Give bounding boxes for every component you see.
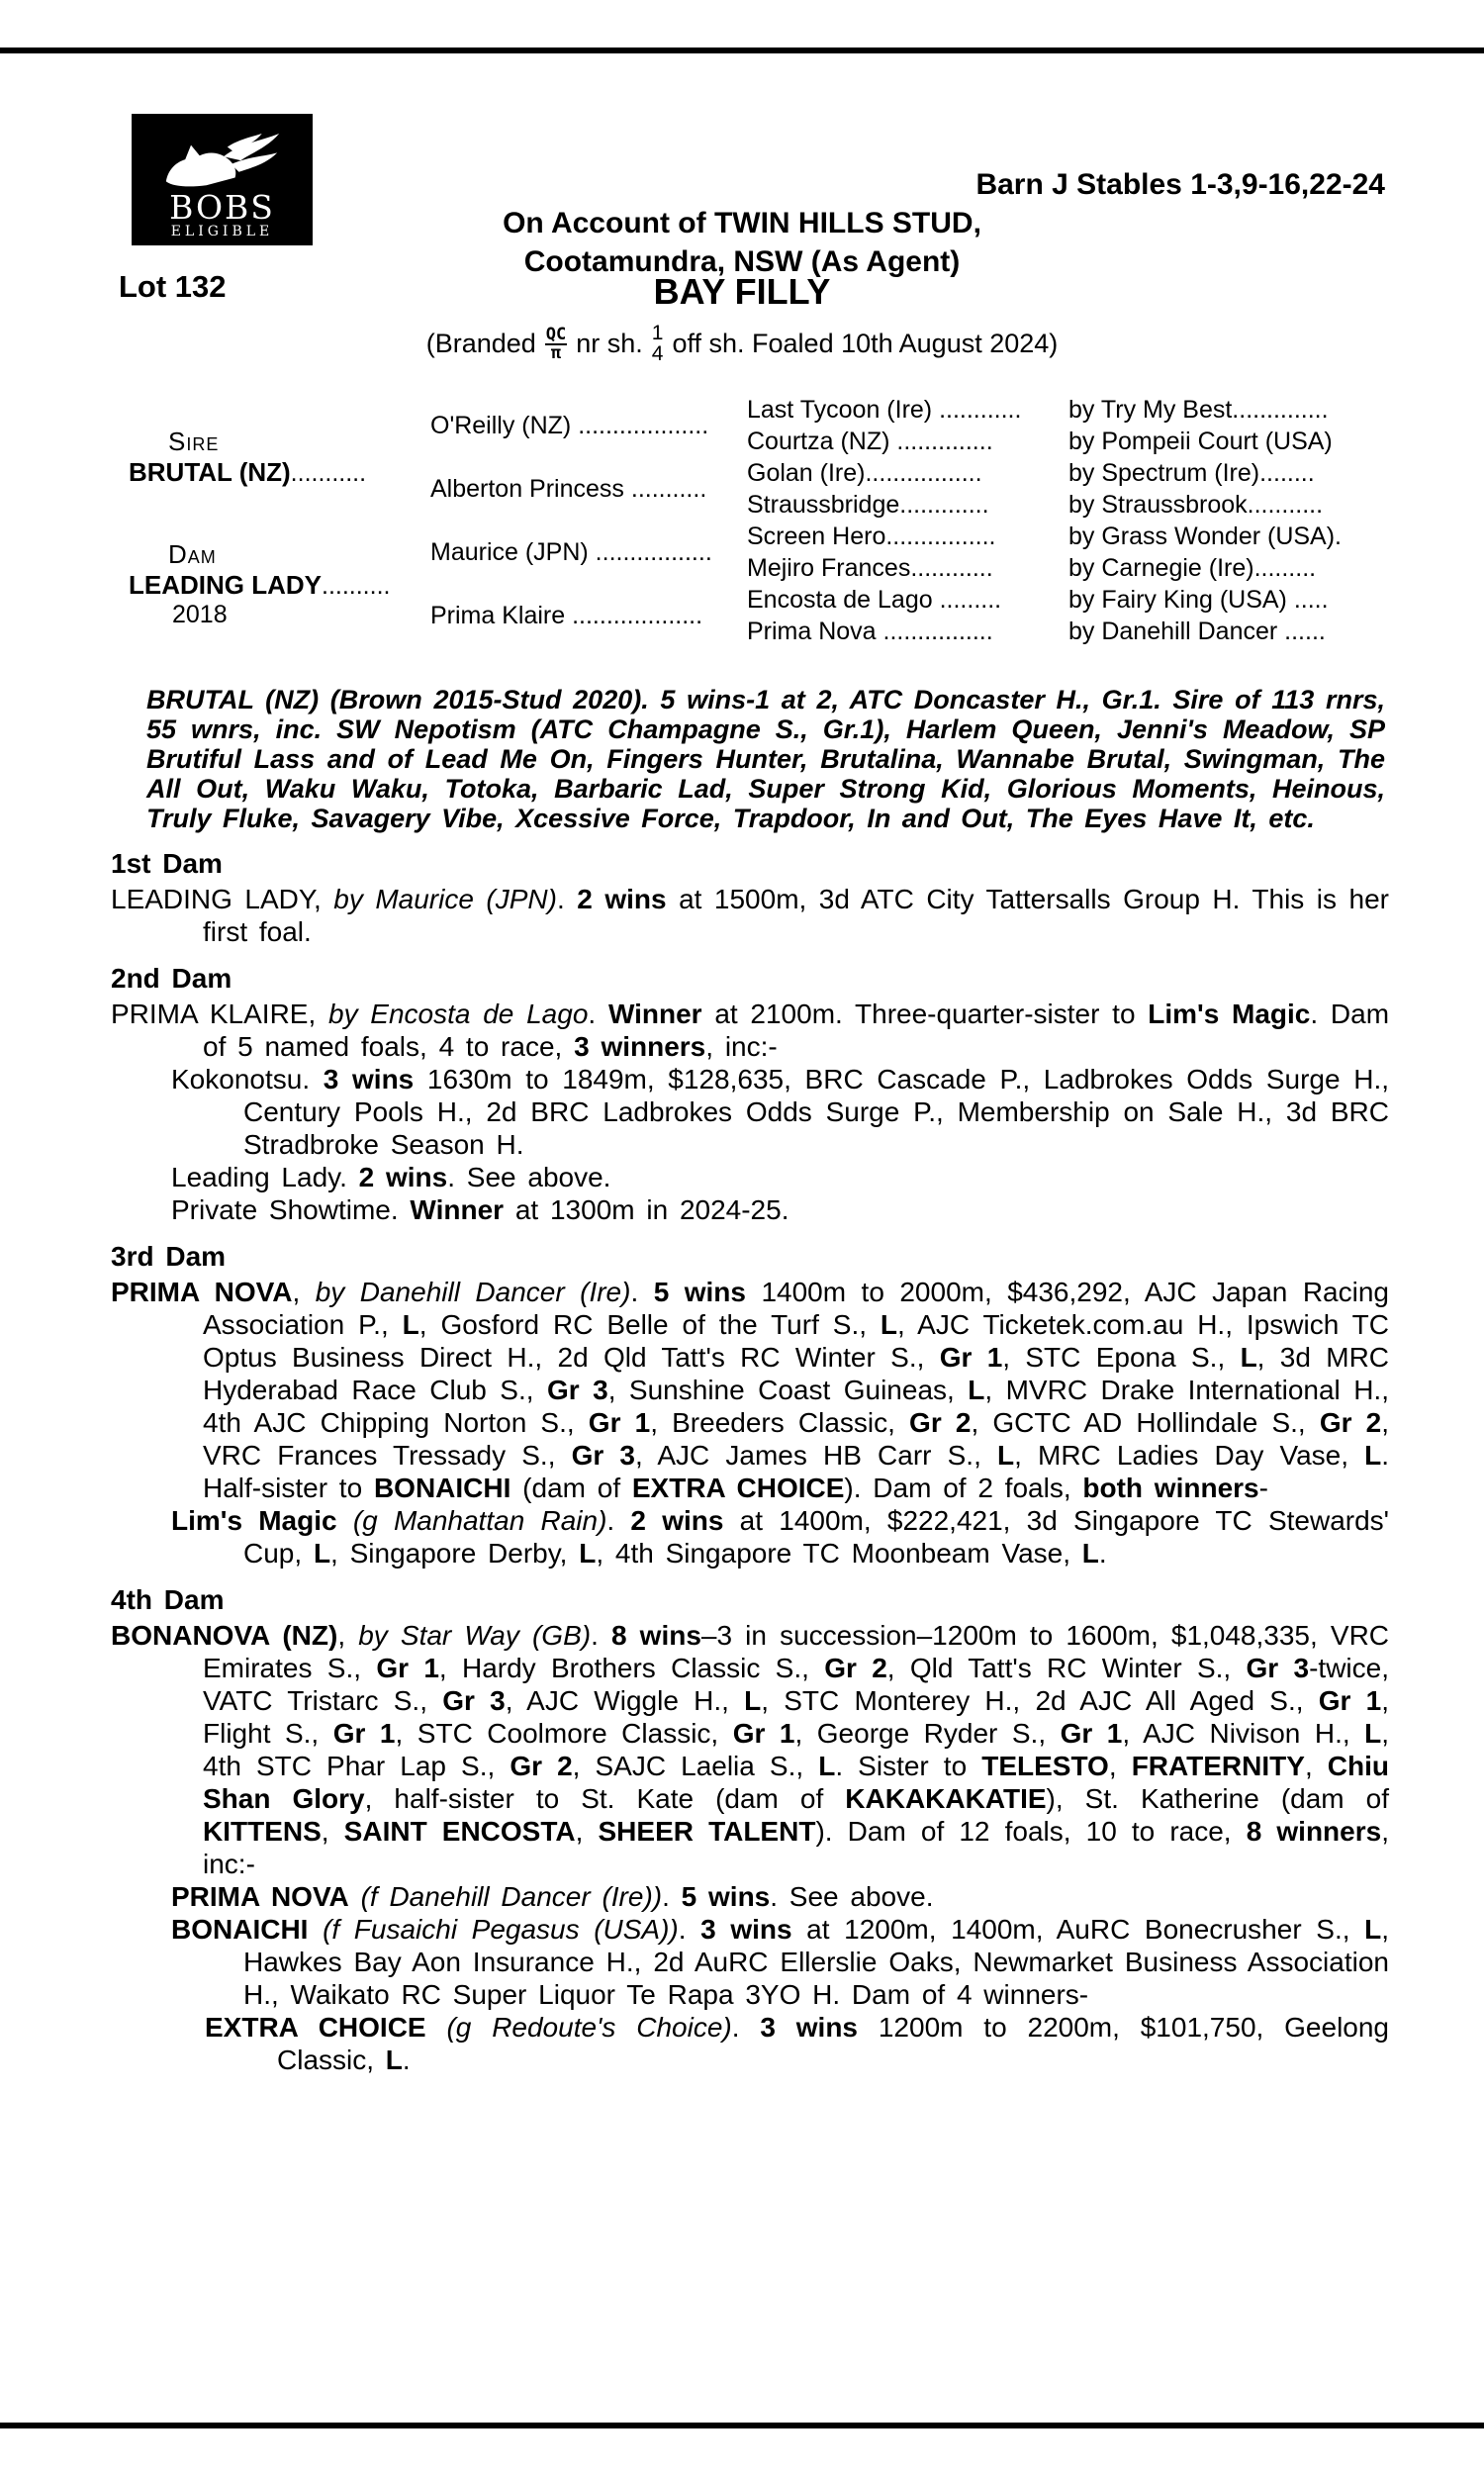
top-rule	[0, 48, 1484, 53]
dam-block	[129, 521, 430, 647]
account-line-2: Cootamundra, NSW (As Agent)	[523, 245, 961, 278]
gen3-row: Courtza (NZ) .............. by Pompeii Court (USA)	[747, 427, 1333, 455]
grandsire-sire: O'Reilly (NZ) ...................	[430, 411, 709, 439]
sire-summary: BRUTAL (NZ) (Brown 2015-Stud 2020). 5 wins-1 at 2, ATC Doncaster H., Gr.1. Sire of 113 rnrs, 55 wnrs, inc. SW Nepotism (ATC Champagne S., Gr.1), Harlem Queen, Jenni's Meadow, SP Brutiful Lass and of Lead Me On, Fingers Hunter, Brutalina, Wannabe Brutal, Swingman, The All Out, Waku Waku, Totoka, Barbaric Lad, Super Strong Kid, Glorious Moments, Heinous, Truly Fluke, Savagery Vibe, Xcessive Force, Trapdoor, In and Out, The Eyes Have It, etc.	[146, 685, 1385, 833]
branded-near-shoulder: nr sh.	[576, 328, 643, 358]
horse-head-icon	[153, 132, 292, 193]
gen3-row: Straussbridge............. by Straussbrook...........	[747, 490, 1324, 519]
bonaichi-entry: BONAICHI (f Fusaichi Pegasus (USA)). 3 wins at 1200m, 1400m, AuRC Bonecrusher S., L, Hawkes Bay Aon Insurance H., 2d AuRC Ellerslie Oaks, Newmarket Business Association H., Waikato RC Super Liquor Te Rapa 3YO H. Dam of 4 winners-	[171, 1914, 1389, 2010]
gen3-row: Mejiro Frances............ by Carnegie (Ire).........	[747, 553, 1317, 582]
dam-year: 2018	[172, 600, 228, 628]
brand-fraction	[652, 323, 664, 364]
sire-name: BRUTAL (NZ)...........	[129, 457, 367, 487]
leading-lady-sub-entry: Leading Lady. 2 wins. See above.	[171, 1162, 611, 1192]
brand-fraction-top: 1	[651, 322, 664, 344]
account-line-1: On Account of TWIN HILLS STUD,	[503, 207, 981, 239]
leading-lady-entry: LEADING LADY, by Maurice (JPN). 2 wins at 1500m, 3d ATC City Tattersalls Group H. This is her first foal.	[111, 884, 1390, 947]
pedigree-text	[111, 685, 1389, 2076]
prima-nova-sub-entry: PRIMA NOVA (f Danehill Dancer (Ire)). 5 wins. See above.	[171, 1881, 934, 1912]
pedigree-table	[129, 394, 1387, 647]
sire-label: Sire	[168, 427, 220, 456]
granddam-sire: Alberton Princess ...........	[430, 474, 707, 503]
private-showtime-entry: Private Showtime. Winner at 1300m in 2024-25.	[171, 1194, 789, 1225]
brand-mark-bottom: π	[550, 342, 562, 363]
section-heading-4th-dam: 4th Dam	[111, 1584, 225, 1615]
logo-title: BOBS	[169, 188, 275, 227]
section-heading-2nd-dam: 2nd Dam	[111, 963, 232, 994]
dam-name: LEADING LADY..........	[129, 569, 391, 600]
lot-number: Lot 132	[119, 269, 227, 304]
granddam-dam: Prima Klaire ...................	[430, 601, 703, 629]
dam-label: Dam	[168, 538, 217, 569]
gen3-row: Screen Hero................ by Grass Wonder (USA).	[747, 522, 1343, 550]
branded-line	[0, 323, 1484, 364]
gen3-row: Last Tycoon (Ire) ............ by Try My Best..............	[747, 395, 1329, 424]
prima-klaire-entry: PRIMA KLAIRE, by Encosta de Lago. Winner at 2100m. Three-quarter-sister to Lim's Magic. Dam of 5 named foals, 4 to race, 3 winners, inc:-	[111, 999, 1390, 1062]
sire-block	[129, 394, 430, 521]
extra-choice-entry: EXTRA CHOICE (g Redoute's Choice). 3 wins 1200m to 2200m, $101,750, Geelong Classic, L.	[205, 2012, 1390, 2075]
bonanova-entry: BONANOVA (NZ), by Star Way (GB). 8 wins–3 in succession–1200m to 1600m, $1,048,335, VRC Emirates S., Gr 1, Hardy Brothers Classic S., Gr 2, Qld Tatt's RC Winter S., Gr 3-twice, VATC Tristarc S., Gr 3, AJC Wiggle H., L, STC Monterey H., 2d AJC All Aged S., Gr 1, Flight S., Gr 1, STC Coolmore Classic, Gr 1, George Ryder S., Gr 1, AJC Nivison H., L, 4th STC Phar Lap S., Gr 2, SAJC Laelia S., L. Sister to TELESTO, FRATERNITY, Chiu Shan Glory, half-sister to St. Kate (dam of KAKAKAKATIE), St. Katherine (dam of KITTENS, SAINT ENCOSTA, SHEER TALENT). Dam of 12 foals, 10 to race, 8 winners, inc:-	[111, 1620, 1390, 1879]
brand-mark-top: QC	[545, 324, 567, 344]
page-title: BAY FILLY	[653, 271, 831, 312]
gen3-row: Encosta de Lago ......... by Fairy King (USA) .....	[747, 585, 1329, 614]
branded-rest: off sh. Foaled 10th August 2024)	[672, 328, 1059, 358]
section-heading-1st-dam: 1st Dam	[111, 848, 223, 879]
logo-subtitle: ELIGIBLE	[170, 224, 274, 239]
gen3-row: Prima Nova ................ by Danehill Dancer ......	[747, 617, 1326, 645]
brand-mark	[545, 324, 567, 363]
grandsire-dam: Maurice (JPN) .................	[430, 537, 712, 566]
barn-line: Barn J Stables 1-3,9-16,22-24	[975, 168, 1385, 201]
section-heading-3rd-dam: 3rd Dam	[111, 1241, 227, 1272]
kokonotsu-entry: Kokonotsu. 3 wins 1630m to 1849m, $128,635, BRC Cascade P., Ladbrokes Odds Surge H., Century Pools H., 2d BRC Ladbrokes Odds Surge P., Membership on Sale H., 3d BRC Stradbroke Season H.	[171, 1064, 1389, 1160]
gen3-row: Golan (Ire)................. by Spectrum (Ire)........	[747, 458, 1315, 487]
bottom-rule	[0, 2423, 1484, 2428]
prima-nova-entry: PRIMA NOVA, by Danehill Dancer (Ire). 5 wins 1400m to 2000m, $436,292, AJC Japan Racing Association P., L, Gosford RC Belle of the Turf S., L, AJC Ticketek.com.au H., Ipswich TC Optus Business Direct H., 2d Qld Tatt's RC Winter S., Gr 1, STC Epona S., L, 3d MRC Hyderabad Race Club S., Gr 3, Sunshine Coast Guineas, L, MVRC Drake International H., 4th AJC Chipping Norton S., Gr 1, Breeders Classic, Gr 2, GCTC AD Hollindale S., Gr 2, VRC Frances Tressady S., Gr 3, AJC James HB Carr S., L, MRC Ladies Day Vase, L. Half-sister to BONAICHI (dam of EXTRA CHOICE). Dam of 2 foals, both winners-	[111, 1277, 1390, 1503]
dam-dots: ..........	[322, 571, 391, 600]
sire-dots: ...........	[290, 459, 367, 487]
brand-fraction-bottom: 4	[651, 342, 664, 365]
lims-magic-entry: Lim's Magic (g Manhattan Rain). 2 wins at 1400m, $222,421, 3d Singapore TC Stewards' Cup, L, Singapore Derby, L, 4th Singapore TC Moonbeam Vase, L.	[171, 1505, 1390, 1569]
branded-open: (Branded	[425, 328, 536, 358]
